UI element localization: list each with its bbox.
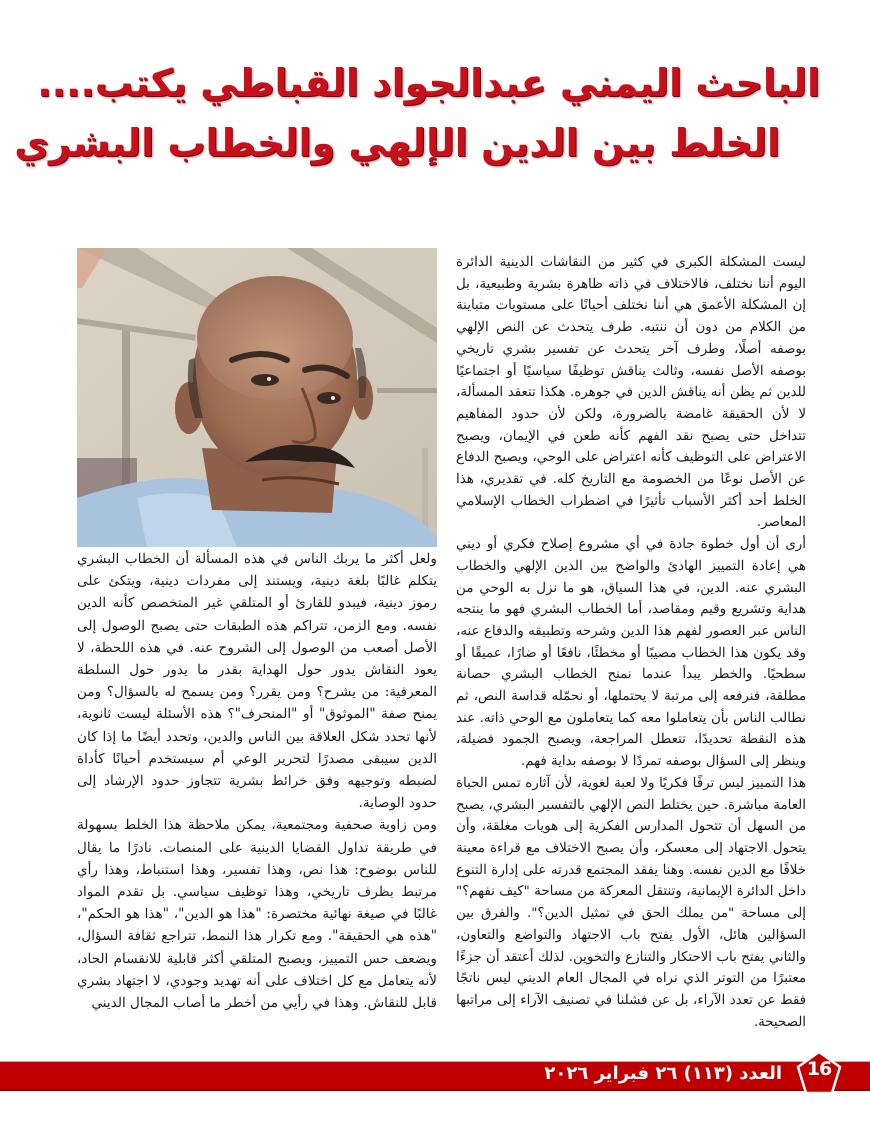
paragraph: هذا التمييز ليس ترفًا فكريًا ولا لعبة لغوية، لأن آثاره تمس الحياة العامة مباشرة. حين يختلط النص الإلهي بالتفسير البشري، يصبح من السهل أن تتحول المدارس الفكرية إلى هويات مغلقة، وأن يتحول الاجتهاد إلى معسكر، وأن يصبح الاختلاف مع قراءة معينة خلافًا مع الدين نفسه. وهنا يفقد المجتمع قدرته على إدارة التنوع داخل الدائرة الإيمانية، وتنتقل المعركة من مساحة "كيف نفهم؟" إلى مساحة "من يملك الحق في تمثيل الدين؟". والفرق بين السؤالين هائل، الأول يفتح باب الاجتهاد والتواضع والتعاون، والثاني يفتح باب الاحتكار والتنازع والتخوين. لذلك أعتقد أن جزءًا معتبرًا من التوتر الذي نراه في المجال العام الديني ليس ناتجًا فقط عن تعدد الآراء، بل عن فشلنا في تصنيف الآراء إلى مراتبها الصحيحة. <box>456 775 806 1030</box>
paragraph: ولعل أكثر ما يربك الناس في هذه المسألة أن الخطاب البشري يتكلم غالبًا بلغة دينية، ويستند إلى مفردات دينية، ويتكئ على رموز دينية، فيبدو للقارئ أو المتلقي غير المتخصص كأنه الدين نفسه. ومع الزمن، تتراكم هذه الطبقات حتى يصبح الوصول إلى الأصل أصعب من الوصول إلى الشروح عنه. في هذه اللحظة، لا يعود النقاش يدور حول الهداية بقدر ما يدور حول السلطة المعرفية: من يشرح؟ ومن يقرر؟ ومن يسمح له بالسؤال؟ ومن يمنح صفة "الموثوق" أو "المنحرف"؟ هذه الأسئلة ليست ثانوية، لأنها تحدد شكل العلاقة بين الناس والدين، وتحدد أيضًا ما إذا كان الدين سيبقى مصدرًا لتحرير الوعي أم سيستخدم أحيانًا كأداة لضبطه وتوجيهه وفق خرائط بشرية تتجاوز حدود الإرشاد إلى حدود الوصاية. <box>77 551 437 812</box>
headline-line-1: الباحث اليمني عبدالجواد القباطي يكتب.... <box>37 61 820 105</box>
issue-info: العدد (١١٣) ٢٦ فبراير ٢٠٢٦ <box>544 1063 782 1084</box>
person-photo-icon <box>77 248 437 547</box>
author-photo <box>77 248 437 547</box>
headline-line-2: الخلط بين الدين الإلهي والخطاب البشري <box>14 121 780 165</box>
page-number: 16 <box>806 1058 832 1080</box>
page-number-badge <box>796 1050 842 1096</box>
article-column-left <box>77 548 437 1014</box>
article-column-right <box>456 252 806 1033</box>
paragraph: أرى أن أول خطوة جادة في أي مشروع إصلاح فكري أو ديني هي إعادة التمييز الهادئ والواضح بين الدين الإلهي والخطاب البشري عنه. الدين، في هذا السياق، هو ما نزل به الوحي من هداية وتشريع وقيم ومقاصد، أما الخطاب البشري فهو ما ينتجه الناس عبر العصور لفهم هذا الدين وشرحه وتطبيقه والدفاع عنه، وقد يكون هذا الخطاب مصيبًا أو مخطئًا، نافعًا أو ضارًا، عميقًا أو سطحيًا. والخطر يبدأ عندما نمنح الخطاب البشري حصانة مطلقة، فنرفعه إلى مرتبة لا يحتملها، أو نحمّله قداسة النص، ثم نطالب الناس بأن يتعاملوا معه كما يتعاملون مع الوحي ذاته. عند هذه النقطة تحديدًا، تتعطل المراجعة، ويصبح الجمود فضيلة، وينظر إلى السؤال بوصفه تمردًا لا بوصفه بداية فهم. <box>456 537 806 770</box>
paragraph: ومن زاوية صحفية ومجتمعية، يمكن ملاحظة هذا الخلط بسهولة في طريقة تداول القضايا الدينية على المنصات. نادرًا ما يقال للناس بوضوح: هذا نص، وهذا تفسير، وهذا استنباط، وهذا رأي مرتبط بظرف تاريخي، وهذا توظيف سياسي. بل تقدم المواد غالبًا في صيغة نهائية مختصرة: "هذا هو الدين"، "هذا هو الحكم"، "هذه هي الحقيقة". ومع تكرار هذا النمط، تتراجع ثقافة السؤال، ويضعف حس التمييز، ويصبح المتلقي أكثر قابلية للانقسام الحاد، لأنه يتعامل مع كل اختلاف على أنه تهديد وجودي، لا اجتهاد بشري قابل للنقاش. وهذا في رأيي من أخطر ما أصاب المجال الديني <box>77 817 437 1012</box>
paragraph: ليست المشكلة الكبرى في كثير من النقاشات الدينية الدائرة اليوم أننا نختلف، فالاختلاف في ذاته ظاهرة بشرية وطبيعية، بل إن المشكلة الأعمق هي أننا نختلف أحيانًا على مستويات متباينة من الكلام من دون أن ننتبه. طرف يتحدث عن النص الإلهي بوصفه أصلًا، وطرف آخر يتحدث عن تفسير بشري تاريخي بوصفه الأصل نفسه، وثالث يناقش توظيفًا سياسيًا أو اجتماعيًا للدين ثم يظن أنه يناقش الدين في جوهره. هكذا تتعقد المسألة، لا لأن الحقيقة غامضة بالضرورة، ولكن لأن حدود المفاهيم تتداخل حتى يصبح نقد الفهم كأنه طعن في الإيمان، ويصبح الاعتراض على التوظيف كأنه اعتراض على الوحي، ويصبح الدفاع عن الأصل نوعًا من الخصومة مع التاريخ كله. في تقديري، هذا الخلط أحد أكثر الأسباب تأثيرًا في اضطراب الخطاب الإسلامي المعاصر. <box>456 255 806 531</box>
